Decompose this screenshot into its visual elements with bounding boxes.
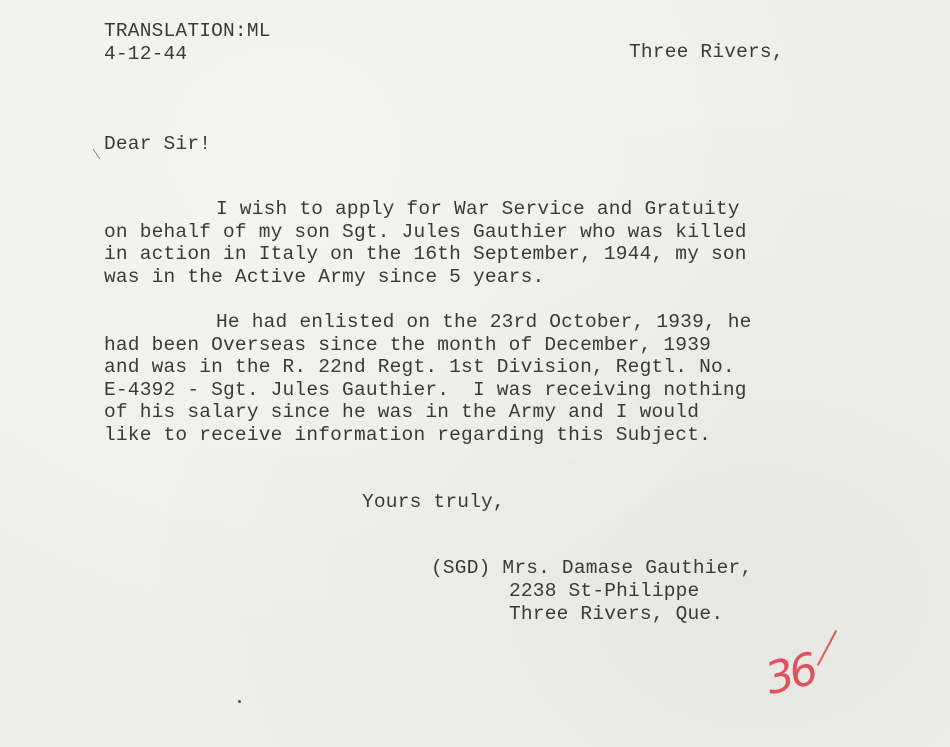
- paragraph-1-line-2: on behalf of my son Sgt. Jules Gauthier who was killed: [104, 221, 747, 243]
- salutation: Dear Sir!: [104, 133, 212, 155]
- margin-mark: [93, 149, 101, 159]
- paper-speck: [238, 700, 241, 703]
- closing: Yours truly,: [362, 491, 505, 513]
- paragraph-2-line-5: of his salary since he was in the Army and I would: [104, 401, 700, 423]
- handwritten-tick-mark: [817, 630, 838, 666]
- signature-name: (SGD) Mrs. Damase Gauthier,: [431, 557, 753, 579]
- document-date: 4-12-44: [104, 43, 188, 65]
- signature-street: 2238 St-Philippe: [509, 580, 700, 602]
- paragraph-1-line-3: in action in Italy on the 16th September, 1944, my son: [104, 243, 747, 265]
- paragraph-2-line-3: and was in the R. 22nd Regt. 1st Division, Regtl. No.: [104, 356, 735, 378]
- paragraph-2-line-4: E-4392 - Sgt. Jules Gauthier. I was receiving nothing: [104, 379, 747, 401]
- translation-reference: TRANSLATION:ML: [104, 20, 271, 42]
- paragraph-1-line-1: I wish to apply for War Service and Gratuity: [216, 198, 740, 220]
- paragraph-1-line-4: was in the Active Army since 5 years.: [104, 266, 545, 288]
- paragraph-2-line-6: like to receive information regarding this Subject.: [104, 424, 711, 446]
- paragraph-2-line-2: had been Overseas since the month of December, 1939: [104, 334, 711, 356]
- handwritten-page-number: 36: [760, 643, 820, 706]
- signature-city: Three Rivers, Que.: [509, 603, 724, 625]
- letter-place: Three Rivers,: [629, 41, 784, 63]
- paragraph-2-line-1: He had enlisted on the 23rd October, 1939, he: [216, 311, 752, 333]
